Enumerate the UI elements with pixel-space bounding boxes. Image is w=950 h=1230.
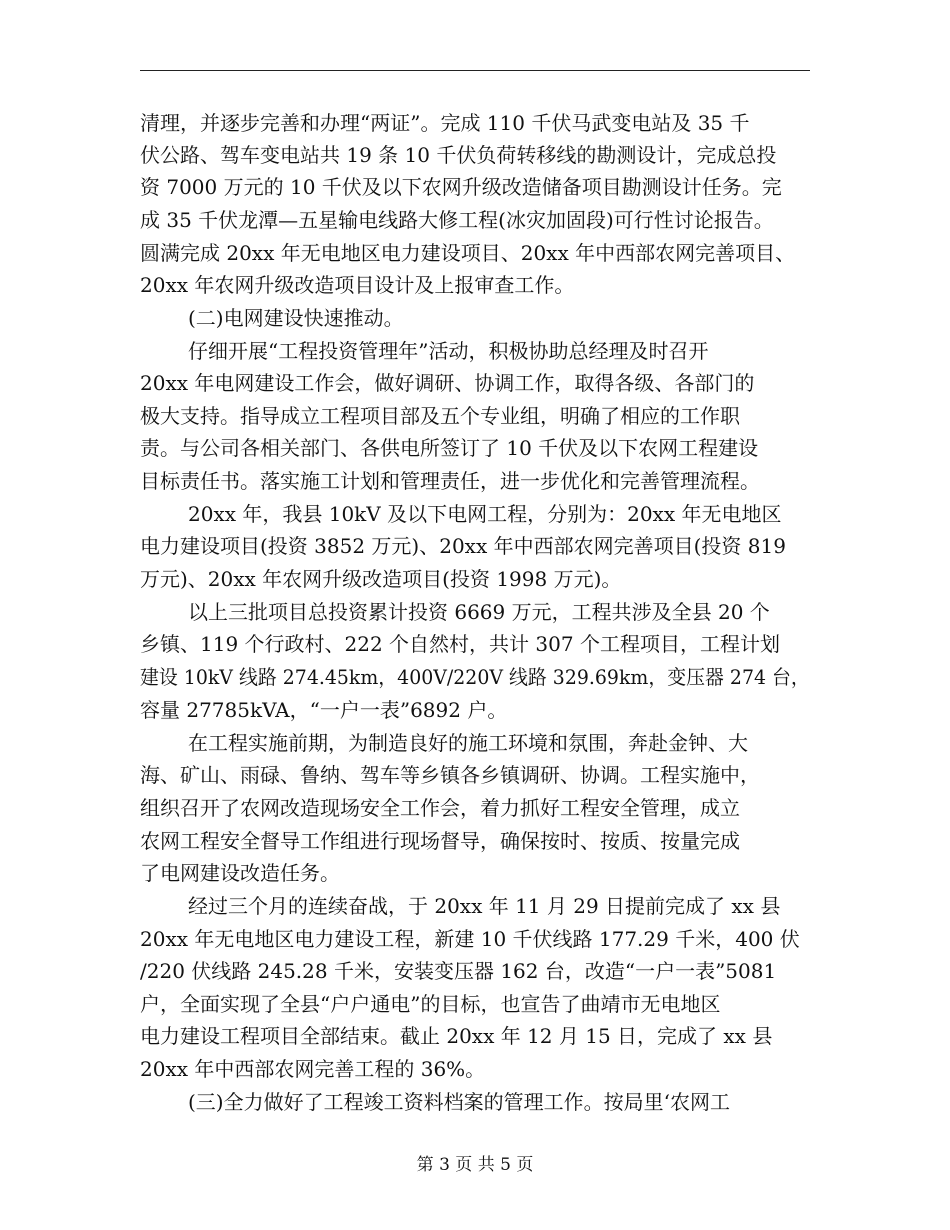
text-line: 电力建设项目(投资 3852 万元)、20xx 年中西部农网完善项目(投资 819	[140, 534, 786, 558]
text-line: 圆满完成 20xx 年无电地区电力建设项目、20xx 年中西部农网完善项目、	[140, 241, 796, 265]
text-line: 了电网建设改造任务。	[140, 861, 340, 885]
text-line: 电力建设工程项目全部结束。截止 20xx 年 12 月 15 日，完成了 xx 县	[140, 1024, 773, 1048]
text-line: 万元)、20xx 年农网升级改造项目(投资 1998 万元)。	[140, 567, 622, 591]
text-line: 在工程实施前期，为制造良好的施工环境和氛围，奔赴金钟、大	[188, 731, 748, 755]
text-line: 资 7000 万元的 10 千伏及以下农网升级改造储备项目勘测设计任务。完	[140, 175, 782, 199]
text-line: 20xx 年电网建设工作会，做好调研、协调工作，取得各级、各部门的	[140, 371, 755, 395]
text-line: 伏公路、驾车变电站共 19 条 10 千伏负荷转移线的勘测设计，完成总投	[140, 143, 777, 167]
text-line: 清理，并逐步完善和办理“两证”。完成 110 千伏马武变电站及 35 千	[140, 111, 750, 135]
section-heading: (三)全力做好了工程竣工资料档案的管理工作。按局里‘农网工	[188, 1090, 730, 1114]
text-line: 20xx 年中西部农网完善工程的 36%。	[140, 1057, 486, 1081]
text-line: 极大支持。指导成立工程项目部及五个专业组，明确了相应的工作职	[140, 404, 740, 428]
text-line: 乡镇、119 个行政村、222 个自然村，共计 307 个工程项目，工程计划	[140, 632, 780, 656]
text-line: /220 伏线路 245.28 千米，安装变压器 162 台，改造“一户一表”5081	[140, 959, 777, 983]
text-line: 海、矿山、雨碌、鲁纳、驾车等乡镇各乡镇调研、协调。工程实施中，	[140, 763, 760, 787]
text-line: 仔细开展“工程投资管理年”活动，积极协助总经理及时召开	[188, 339, 709, 363]
text-line: 20xx 年，我县 10kV 及以下电网工程，分别为：20xx 年无电地区	[188, 502, 782, 526]
text-line: 责。与公司各相关部门、各供电所签订了 10 千伏及以下农网工程建设	[140, 436, 759, 460]
text-line: 目标责任书。落实施工计划和管理责任，进一步优化和完善管理流程。	[140, 469, 760, 493]
text-line: 建设 10kV 线路 274.45km，400V/220V 线路 329.69km，变压器 274 台，	[140, 665, 810, 689]
text-line: 经过三个月的连续奋战，于 20xx 年 11 月 29 日提前完成了 xx 县	[188, 894, 781, 918]
text-line: 户，全面实现了全县“户户通电”的目标，也宣告了曲靖市无电地区	[140, 992, 721, 1016]
text-line: 20xx 年无电地区电力建设工程，新建 10 千伏线路 177.29 千米，400 伏	[140, 927, 800, 951]
page-number: 第 3 页 共 5 页	[416, 1155, 534, 1175]
text-line: 容量 27785kVA，“一户一表”6892 户。	[140, 698, 508, 722]
text-line: 成 35 千伏龙潭—五星输电线路大修工程(冰灾加固段)可行性讨论报告。	[140, 208, 774, 232]
text-line: 组织召开了农网改造现场安全工作会，着力抓好工程安全管理，成立	[140, 796, 740, 820]
header-rule	[140, 70, 810, 71]
text-line: 以上三批项目总投资累计投资 6669 万元，工程共涉及全县 20 个	[188, 600, 770, 624]
section-heading: (二)电网建设快速推动。	[188, 306, 404, 330]
text-line: 20xx 年农网升级改造项目设计及上报审查工作。	[140, 273, 575, 297]
text-line: 农网工程安全督导工作组进行现场督导，确保按时、按质、按量完成	[140, 829, 740, 853]
